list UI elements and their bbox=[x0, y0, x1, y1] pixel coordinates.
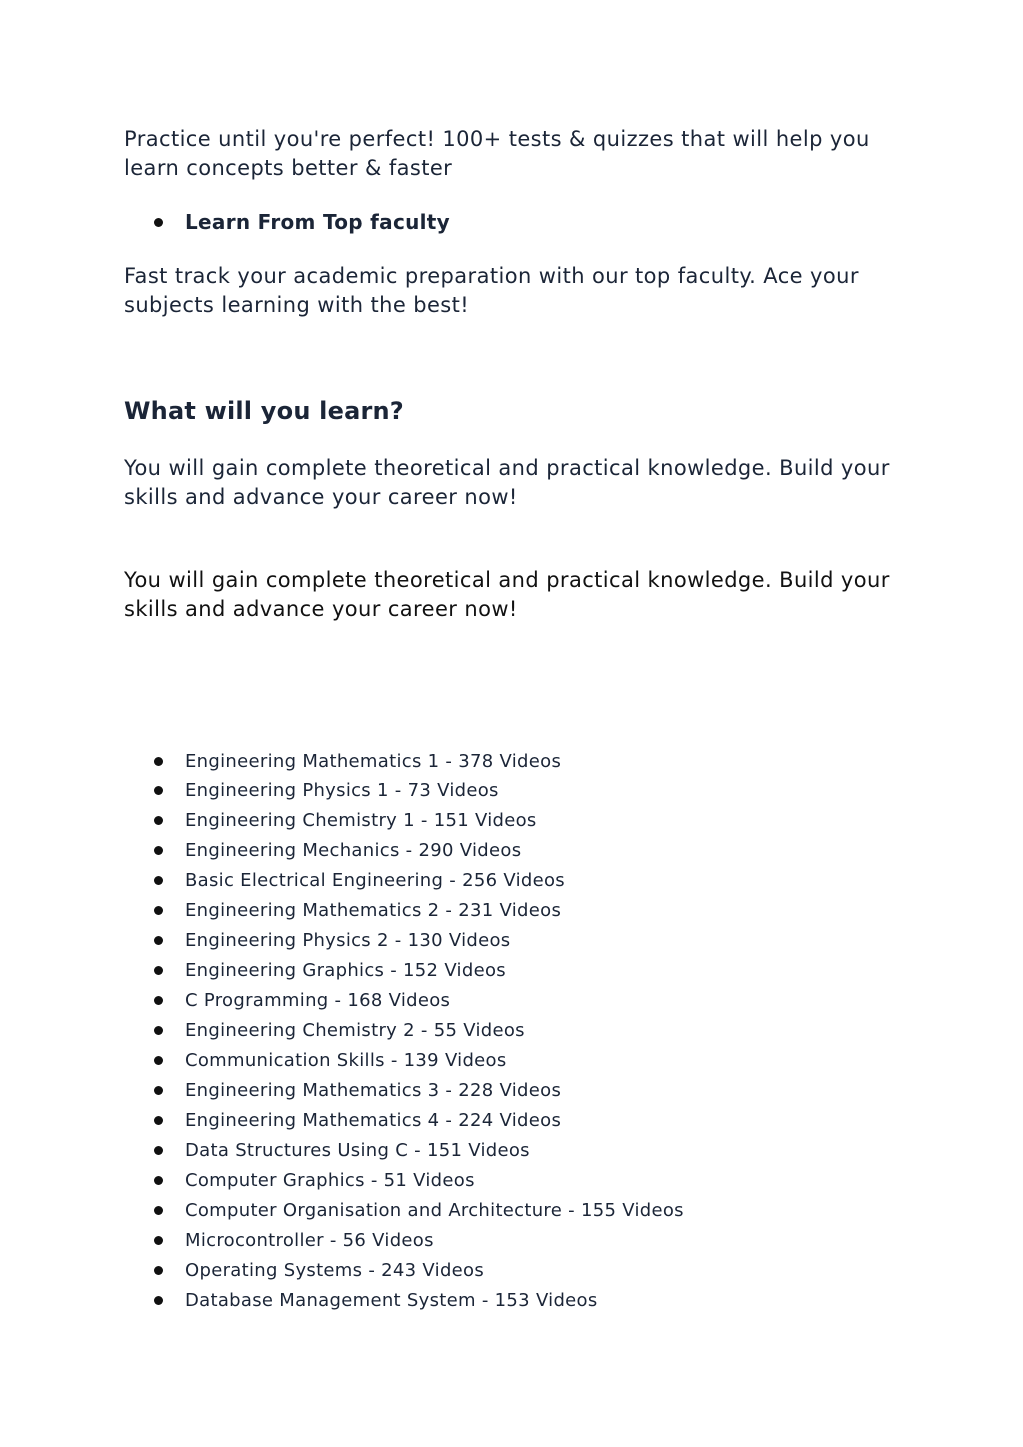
course-list-item bbox=[154, 925, 684, 955]
bullet-dot-icon bbox=[154, 936, 163, 945]
course-list-item bbox=[154, 1225, 684, 1255]
course-list-item bbox=[154, 1105, 684, 1135]
course-label: Engineering Mathematics 4 - 224 Videos bbox=[185, 1109, 562, 1131]
course-label: Engineering Graphics - 152 Videos bbox=[185, 959, 506, 981]
bullet-dot-icon bbox=[154, 1296, 163, 1305]
feature-label: Learn From Top faculty bbox=[185, 210, 451, 234]
course-list-item bbox=[154, 1045, 684, 1075]
bullet-dot-icon bbox=[154, 1266, 163, 1275]
course-list-item bbox=[154, 955, 684, 985]
course-label: Basic Electrical Engineering - 256 Videos bbox=[185, 869, 565, 891]
course-label: Data Structures Using C - 151 Videos bbox=[185, 1139, 530, 1161]
bullet-dot-icon bbox=[154, 1176, 163, 1185]
course-label: Engineering Mathematics 3 - 228 Videos bbox=[185, 1079, 562, 1101]
bullet-dot-icon bbox=[154, 906, 163, 915]
course-label: Computer Graphics - 51 Videos bbox=[185, 1169, 475, 1191]
course-label: Database Management System - 153 Videos bbox=[185, 1289, 598, 1311]
bullet-dot-icon bbox=[154, 1026, 163, 1035]
course-list-item bbox=[154, 1015, 684, 1045]
bullet-dot-icon bbox=[154, 1206, 163, 1215]
course-list-item bbox=[154, 1255, 684, 1285]
course-list-item bbox=[154, 865, 684, 895]
course-list-item bbox=[154, 895, 684, 925]
bullet-dot-icon bbox=[154, 996, 163, 1005]
course-label: Engineering Mathematics 2 - 231 Videos bbox=[185, 899, 562, 921]
course-list-item bbox=[154, 748, 684, 775]
course-list-item bbox=[154, 1195, 684, 1225]
practice-paragraph: Practice until you're perfect! 100+ tests & quizzes that will help you learn concepts better & faster bbox=[124, 127, 870, 180]
course-list-item bbox=[154, 985, 684, 1015]
course-label: Operating Systems - 243 Videos bbox=[185, 1259, 485, 1281]
bullet-dot-icon bbox=[154, 846, 163, 855]
course-label: Engineering Mechanics - 290 Videos bbox=[185, 839, 522, 861]
course-list-item bbox=[154, 835, 684, 865]
bullet-dot-icon bbox=[154, 1236, 163, 1245]
course-list-item bbox=[154, 805, 684, 835]
bullet-dot-icon bbox=[154, 786, 163, 795]
course-list-item bbox=[154, 1165, 684, 1195]
course-label: C Programming - 168 Videos bbox=[185, 989, 451, 1011]
course-label: Engineering Physics 2 - 130 Videos bbox=[185, 929, 511, 951]
bullet-dot-icon bbox=[154, 816, 163, 825]
bullet-dot-icon bbox=[154, 218, 163, 227]
course-label: Engineering Mathematics 1 - 378 Videos bbox=[185, 751, 562, 772]
course-label: Engineering Chemistry 2 - 55 Videos bbox=[185, 1019, 525, 1041]
section-heading: What will you learn? bbox=[124, 397, 404, 425]
course-list bbox=[154, 748, 684, 1315]
course-label: Microcontroller - 56 Videos bbox=[185, 1229, 434, 1251]
course-list-item bbox=[154, 775, 684, 805]
learn-paragraph-1: You will gain complete theoretical and practical knowledge. Build your skills and advance your career now! bbox=[124, 456, 890, 509]
bullet-dot-icon bbox=[154, 1086, 163, 1095]
bullet-dot-icon bbox=[154, 1056, 163, 1065]
course-label: Engineering Physics 1 - 73 Videos bbox=[185, 779, 499, 801]
course-label: Engineering Chemistry 1 - 151 Videos bbox=[185, 809, 537, 831]
course-label: Computer Organisation and Architecture - 155 Videos bbox=[185, 1199, 684, 1221]
bullet-dot-icon bbox=[154, 876, 163, 885]
bullet-dot-icon bbox=[154, 1116, 163, 1125]
feature-description: Fast track your academic preparation with our top faculty. Ace your subjects learning with the best! bbox=[124, 264, 859, 317]
course-label: Communication Skills - 139 Videos bbox=[185, 1049, 507, 1071]
course-list-item bbox=[154, 1135, 684, 1165]
bullet-dot-icon bbox=[154, 1146, 163, 1155]
bullet-dot-icon bbox=[154, 966, 163, 975]
course-list-item bbox=[154, 1285, 684, 1315]
learn-paragraph-2: You will gain complete theoretical and practical knowledge. Build your skills and advance your career now! bbox=[124, 568, 890, 621]
bullet-dot-icon bbox=[154, 757, 163, 766]
course-list-item bbox=[154, 1075, 684, 1105]
feature-bullet-item bbox=[154, 208, 450, 236]
